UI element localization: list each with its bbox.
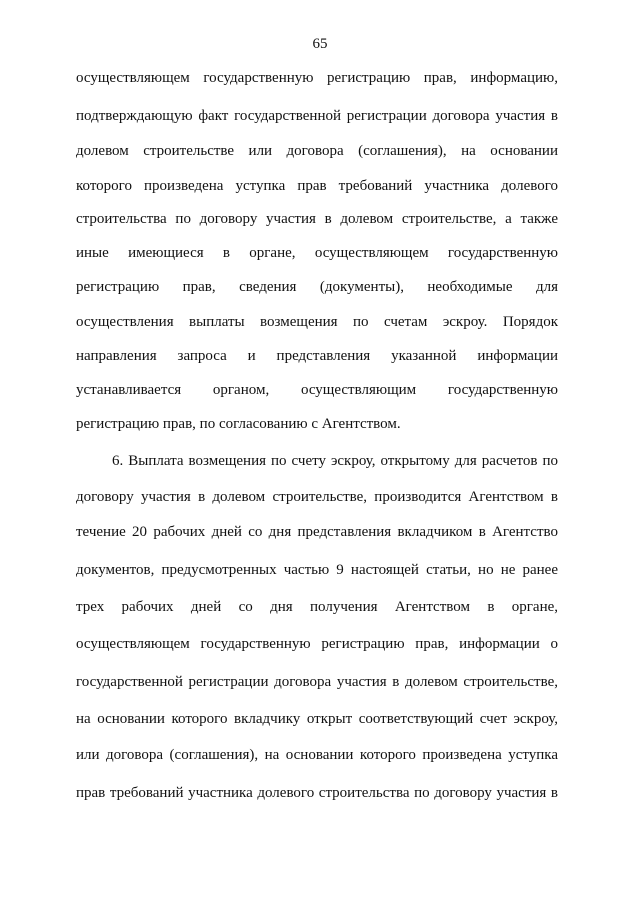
text-line: государственной регистрации договора участия в долевом строительстве,: [76, 674, 558, 690]
paragraph-end-line: регистрацию прав, по согласованию с Агентством.: [76, 416, 401, 432]
text-line: направления запроса и представления указанной информации: [76, 348, 558, 364]
text-line: устанавливается органом, осуществляющим государственную: [76, 382, 558, 398]
text-line: течение 20 рабочих дней со дня представления вкладчиком в Агентство: [76, 524, 558, 540]
text-line: договору участия в долевом строительстве, производится Агентством в: [76, 489, 558, 505]
text-line: долевом строительстве или договора (соглашения), на основании: [76, 143, 558, 159]
text-line: иные имеющиеся в органе, осуществляющем государственную: [76, 245, 558, 261]
text-line: трех рабочих дней со дня получения Агентством в органе,: [76, 599, 558, 615]
paragraph-start-line: 6. Выплата возмещения по счету эскроу, открытому для расчетов по: [112, 453, 558, 469]
text-line: документов, предусмотренных частью 9 настоящей статьи, но не ранее: [76, 562, 558, 578]
text-line: прав требований участника долевого строительства по договору участия в: [76, 785, 558, 801]
text-line: подтверждающую факт государственной регистрации договора участия в: [76, 108, 558, 124]
text-line: осуществляющем государственную регистрацию прав, информацию,: [76, 70, 558, 86]
text-line: регистрацию прав, сведения (документы), необходимые для: [76, 279, 558, 295]
page-number: 65: [312, 36, 328, 52]
text-line: осуществления выплаты возмещения по счетам эскроу. Порядок: [76, 314, 558, 330]
text-line: осуществляющем государственную регистрацию прав, информации о: [76, 636, 558, 652]
text-line: на основании которого вкладчику открыт соответствующий счет эскроу,: [76, 711, 558, 727]
text-line: которого произведена уступка прав требований участника долевого: [76, 178, 558, 194]
text-line: или договора (соглашения), на основании которого произведена уступка: [76, 747, 558, 763]
text-line: строительства по договору участия в долевом строительстве, а также: [76, 211, 558, 227]
